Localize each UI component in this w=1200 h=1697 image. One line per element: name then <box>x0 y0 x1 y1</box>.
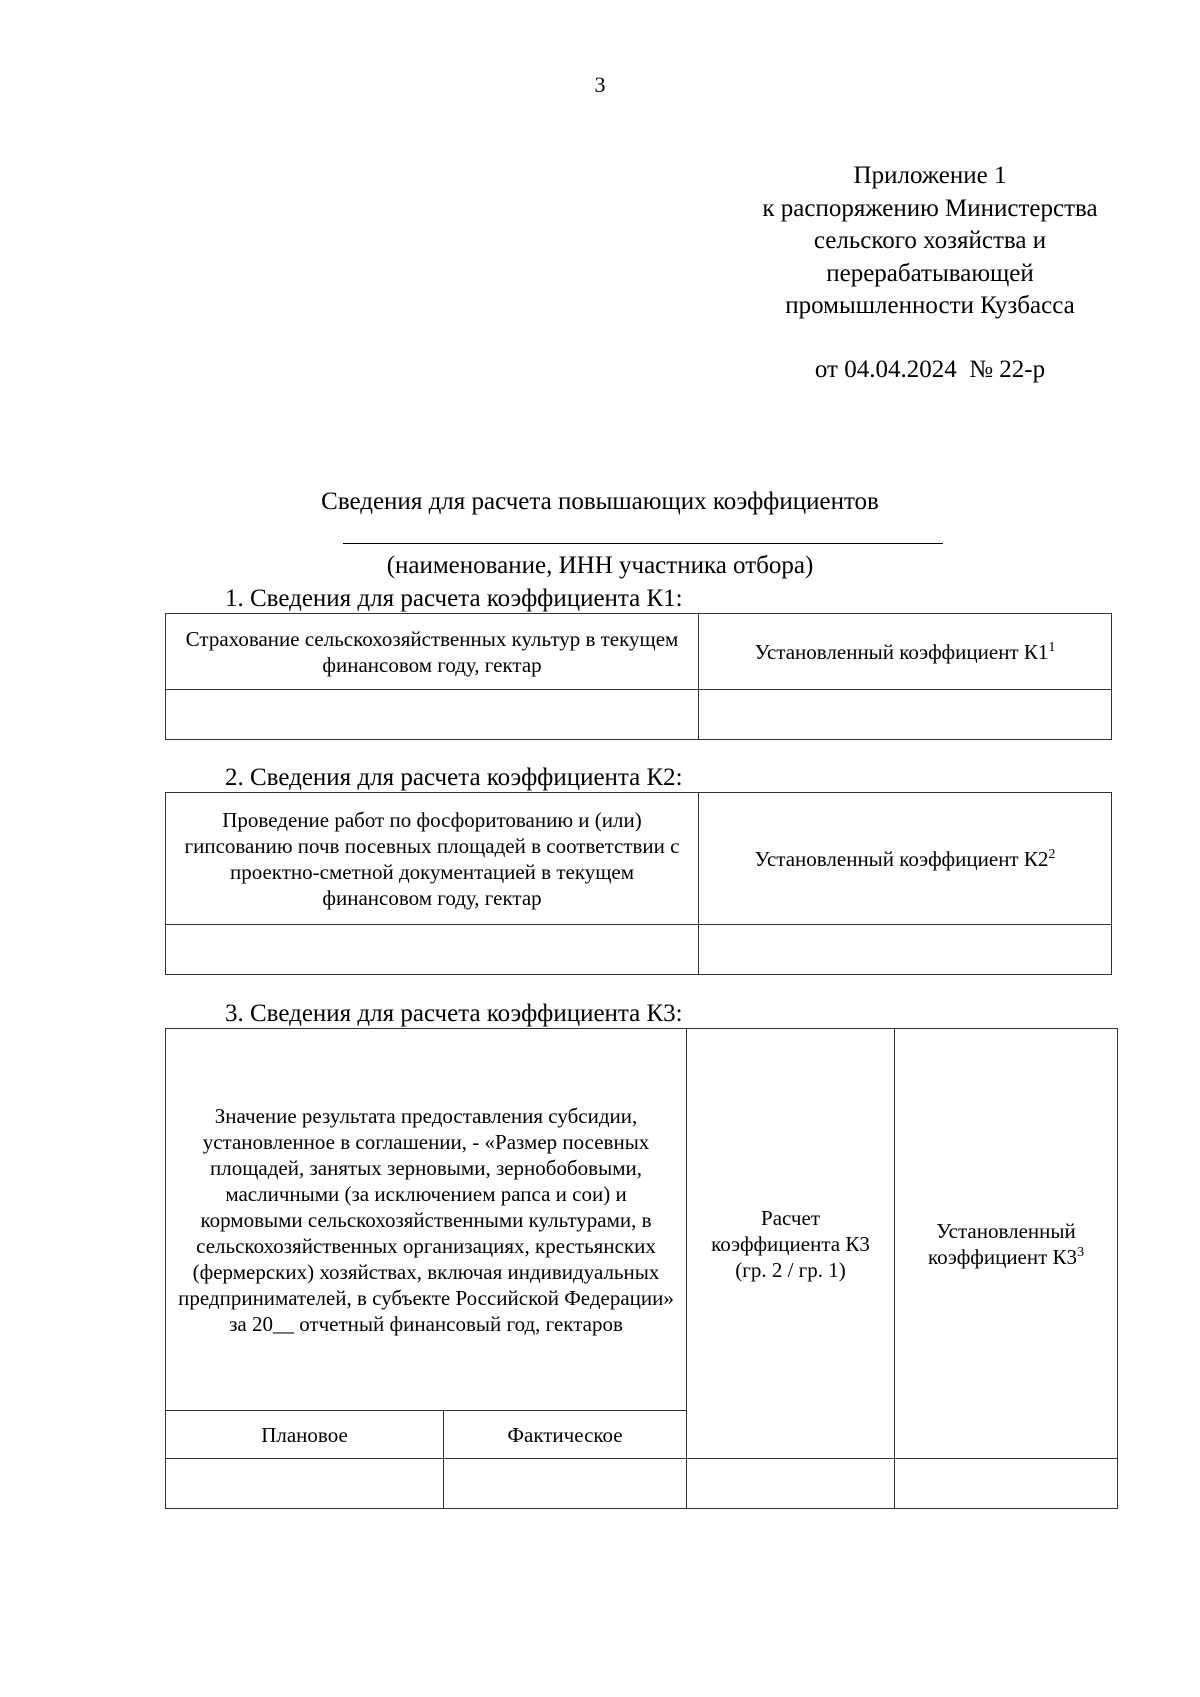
k1-coefficient-cell[interactable] <box>699 690 1112 740</box>
section-1-heading: 1. Сведения для расчета коэффициента К1: <box>225 585 683 612</box>
appendix-line: сельского хозяйства и <box>813 227 1047 254</box>
k1-coefficient-header: Установленный коэффициент $К1^1$ <box>699 614 1112 690</box>
k1-insurance-header: Страхование сельскохозяйственных культур в текущем финансовом году, гектар <box>166 614 699 690</box>
k3-coefficient-header: Установленный коэффициент $К3^3$ <box>895 1029 1118 1459</box>
k2-phosphoritization-cell[interactable] <box>166 925 699 975</box>
k1-insurance-cell[interactable] <box>166 690 699 740</box>
participant-name-line <box>343 543 943 544</box>
k2-coefficient-header: Установленный коэффициент $К2^2$ <box>699 793 1112 925</box>
k3-result-header: Значение результата предоставления субсидии, установленное в соглашении, - «Размер посевных площадей, занятых зерновыми, зернобобовыми, масличными (за исключением рапса и сои) и кормовыми сельскохозяйственными культурами, в сельскохозяйственных организациях, крестьянских (фермерских) хозяйствах, включая индивидуальных предпринимателей, в субъекте Российской Федерации» за 20__ отчетный финансовый год, гектаров <box>166 1029 687 1411</box>
k3-coefficient-cell[interactable] <box>895 1459 1118 1509</box>
footnote-marker: 2 <box>1048 846 1056 862</box>
footnote-marker: 1 <box>1048 639 1056 655</box>
k1-table <box>165 613 1112 740</box>
k2-phosphoritization-header: Проведение работ по фосфоритованию и (или) гипсованию почв посевных площадей в соответствии с проектно-сметной документацией в текущем финансовом году, гектар <box>166 793 699 925</box>
k3-table <box>165 1028 1118 1509</box>
appendix-line: Приложение 1 <box>853 162 1007 189</box>
section-3-heading: 3. Сведения для расчета коэффициента К3: <box>225 1000 683 1027</box>
k3-actual-header: Фактическое <box>444 1411 687 1459</box>
order-date-number: от 04.04.2024 № 22-р <box>814 356 1046 383</box>
appendix-line: к распоряжению Министерства <box>762 194 1098 222</box>
k3-planned-header: Плановое <box>166 1411 444 1459</box>
appendix-block <box>730 160 1130 323</box>
document-title: Сведения для расчета повышающих коэффициентов <box>321 488 879 515</box>
footnote-marker: 3 <box>1077 1244 1085 1260</box>
k2-coefficient-cell[interactable] <box>699 925 1112 975</box>
k3-calculation-header: Расчет коэффициента К3 (гр. 2 / гр. 1) <box>687 1029 895 1459</box>
k2-table <box>165 792 1112 975</box>
participant-name-caption: (наименование, ИНН участника отбора) <box>386 552 814 579</box>
k3-planned-cell[interactable] <box>166 1459 444 1509</box>
appendix-line: перерабатывающей <box>826 259 1034 287</box>
k3-actual-cell[interactable] <box>444 1459 687 1509</box>
page-number: 3 <box>594 72 606 97</box>
appendix-line: промышленности Кузбасса <box>785 292 1075 319</box>
k3-calculation-cell[interactable] <box>687 1459 895 1509</box>
section-2-heading: 2. Сведения для расчета коэффициента К2: <box>225 764 683 791</box>
